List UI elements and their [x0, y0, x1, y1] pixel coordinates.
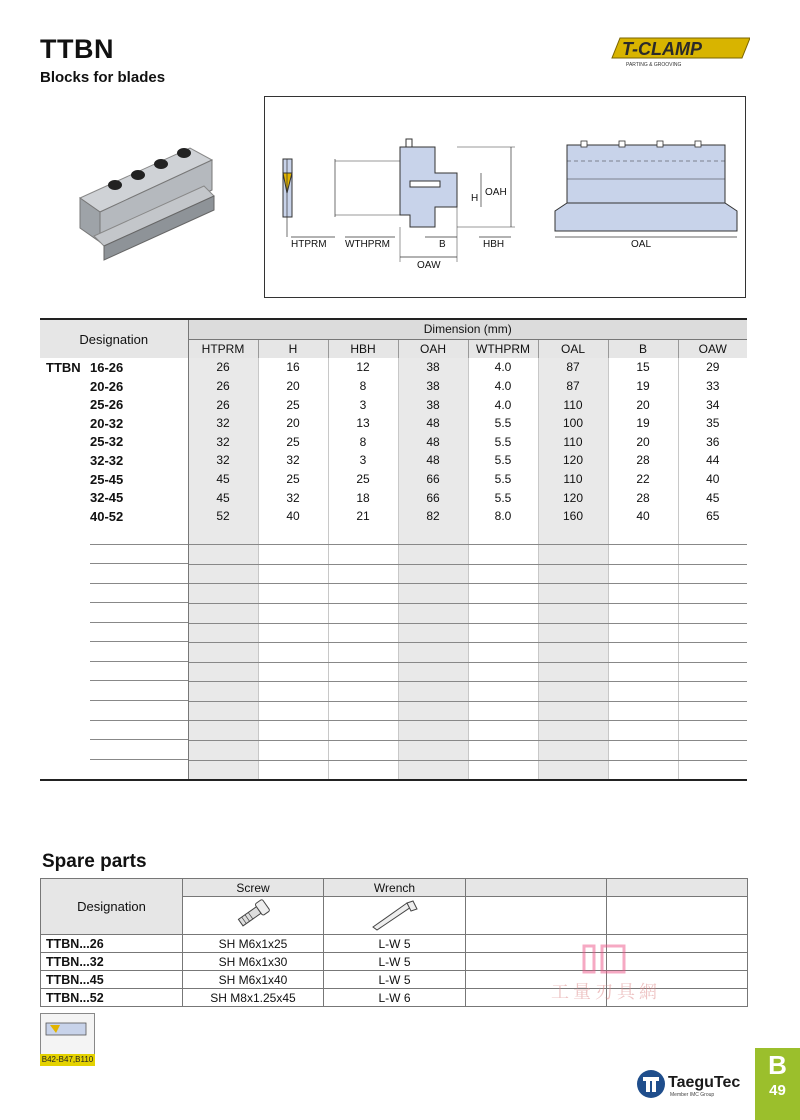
empty-cell: [328, 721, 398, 741]
empty-cell: [678, 721, 747, 741]
spare-wrench-cell: L-W 5: [324, 953, 466, 971]
designation-code: 25-26: [90, 397, 124, 413]
empty-cell: [398, 721, 468, 741]
empty-cell: [258, 526, 328, 545]
table-cell: 20: [608, 395, 678, 414]
empty-cell: [258, 545, 328, 565]
empty-cell: [328, 760, 398, 780]
column-header: H: [258, 339, 328, 358]
table-cell: 13: [328, 414, 398, 433]
table-cell: 5.5: [468, 451, 538, 470]
table-cell: 22: [608, 470, 678, 489]
table-cell: 66: [398, 488, 468, 507]
empty-cell: [608, 682, 678, 702]
empty-row: [40, 643, 747, 663]
empty-cell: [538, 526, 608, 545]
table-cell: 38: [398, 377, 468, 396]
table-cell: 20: [258, 377, 328, 396]
empty-cell: [468, 526, 538, 545]
empty-cell: [466, 897, 607, 935]
table-cell: 25: [258, 470, 328, 489]
empty-cell: [608, 526, 678, 545]
designation-code: 16-26: [90, 359, 124, 375]
empty-cell: [188, 545, 258, 565]
brand-subtitle: Member IMC Group: [670, 1092, 715, 1098]
empty-cell: [328, 564, 398, 584]
designation-code: 32-45: [90, 490, 124, 506]
empty-designation-cell: [40, 526, 188, 545]
column-header: HBH: [328, 339, 398, 358]
brand-name: TaeguTec: [668, 1074, 741, 1091]
empty-cell: [398, 643, 468, 663]
empty-cell: [188, 526, 258, 545]
table-cell: 3: [328, 395, 398, 414]
empty-cell: [678, 623, 747, 643]
empty-designation-cell: [40, 662, 188, 682]
empty-cell: [538, 682, 608, 702]
table-cell: 25: [258, 395, 328, 414]
table-cell: 110: [538, 470, 608, 489]
column-header: HTPRM: [188, 339, 258, 358]
table-row: [40, 377, 747, 396]
table-cell: 87: [538, 358, 608, 377]
label-h: H: [471, 193, 479, 204]
designation-cell: [40, 488, 188, 507]
empty-cell: [258, 701, 328, 721]
empty-cell: [398, 564, 468, 584]
spare-designation-cell: TTBN...26: [41, 935, 183, 953]
empty-cell: [258, 721, 328, 741]
dimension-group-header: Dimension (mm): [188, 319, 747, 339]
table-cell: 66: [398, 470, 468, 489]
empty-cell: [188, 760, 258, 780]
table-cell: 38: [398, 358, 468, 377]
spare-parts-title: Spare parts: [42, 851, 147, 872]
section-letter: B: [768, 1050, 787, 1080]
designation-header: Designation: [40, 319, 188, 358]
label-hbh: HBH: [483, 239, 505, 250]
empty-cell: [538, 564, 608, 584]
empty-row: [40, 741, 747, 761]
designation-cell: [40, 395, 188, 414]
empty-cell: [608, 623, 678, 643]
table-cell: 32: [258, 451, 328, 470]
label-wthprm: WTHPRM: [345, 239, 390, 250]
table-cell: 20: [258, 414, 328, 433]
spare-designation-cell: TTBN...32: [41, 953, 183, 971]
designation-code: 25-45: [90, 471, 124, 487]
empty-designation-cell: [40, 760, 188, 780]
empty-row: [40, 603, 747, 623]
label-oal: OAL: [631, 239, 652, 250]
table-cell: 45: [678, 488, 747, 507]
empty-cell: [538, 741, 608, 761]
empty-cell: [538, 623, 608, 643]
spare-designation-header: Designation: [41, 879, 183, 935]
empty-cell: [468, 662, 538, 682]
empty-cell: [678, 701, 747, 721]
designation-cell: [40, 358, 188, 377]
table-cell: 3: [328, 451, 398, 470]
empty-cell: [678, 526, 747, 545]
empty-cell: [678, 584, 747, 604]
empty-cell: [608, 760, 678, 780]
column-header: OAW: [678, 339, 747, 358]
empty-cell: [678, 741, 747, 761]
table-cell: 32: [188, 433, 258, 452]
table-cell: 110: [538, 433, 608, 452]
empty-cell: [468, 643, 538, 663]
empty-cell: [328, 584, 398, 604]
table-cell: 32: [258, 488, 328, 507]
table-cell: 36: [678, 433, 747, 452]
empty-cell: [398, 760, 468, 780]
table-row: [40, 414, 747, 433]
empty-cell: [678, 564, 747, 584]
dimension-table: [40, 318, 747, 781]
empty-cell: [678, 545, 747, 565]
empty-cell: [328, 603, 398, 623]
empty-cell: [188, 662, 258, 682]
empty-cell: [468, 701, 538, 721]
designation-code: 40-52: [90, 508, 124, 524]
empty-cell: [328, 545, 398, 565]
empty-cell: [188, 682, 258, 702]
table-cell: 4.0: [468, 358, 538, 377]
table-cell: 32: [188, 414, 258, 433]
table-cell: 48: [398, 414, 468, 433]
empty-cell: [258, 682, 328, 702]
table-cell: 82: [398, 507, 468, 526]
table-cell: 8.0: [468, 507, 538, 526]
table-cell: 20: [608, 433, 678, 452]
watermark-text: 工量刃具網: [551, 982, 661, 1002]
empty-cell: [188, 603, 258, 623]
empty-cell: [538, 721, 608, 741]
product-photo: [70, 138, 220, 268]
designation-cell: [40, 451, 188, 470]
table-cell: 19: [608, 377, 678, 396]
empty-row: [40, 623, 747, 643]
table-cell: 28: [608, 488, 678, 507]
designation-code: 25-32: [90, 434, 124, 450]
table-cell: 33: [678, 377, 747, 396]
empty-cell: [398, 741, 468, 761]
empty-cell: [538, 584, 608, 604]
column-header: OAH: [398, 339, 468, 358]
empty-cell: [538, 701, 608, 721]
table-cell: 25: [258, 433, 328, 452]
wrench-header: Wrench: [324, 879, 466, 897]
designation-cell: [40, 433, 188, 452]
table-cell: 8: [328, 377, 398, 396]
empty-cell: [328, 623, 398, 643]
table-cell: 160: [538, 507, 608, 526]
empty-cell: [608, 564, 678, 584]
empty-cell: [398, 701, 468, 721]
empty-row: [40, 682, 747, 702]
empty-cell: [258, 760, 328, 780]
section-tab: [755, 1048, 800, 1120]
empty-cell: [258, 741, 328, 761]
empty-cell: [468, 741, 538, 761]
spare-designation-cell: TTBN...45: [41, 971, 183, 989]
empty-row: [40, 760, 747, 780]
designation-cell: [40, 414, 188, 433]
page-title: TTBN: [40, 34, 114, 64]
column-header: B: [608, 339, 678, 358]
technical-drawing: [264, 96, 746, 298]
empty-cell: [258, 584, 328, 604]
table-cell: 15: [608, 358, 678, 377]
table-cell: 18: [328, 488, 398, 507]
empty-cell: [398, 623, 468, 643]
empty-row: [40, 721, 747, 741]
table-cell: 110: [538, 395, 608, 414]
table-row: [40, 507, 747, 526]
empty-cell: [678, 682, 747, 702]
table-cell: 26: [188, 395, 258, 414]
table-cell: 12: [328, 358, 398, 377]
empty-designation-cell: [40, 741, 188, 761]
table-row: [40, 358, 747, 377]
table-row: [40, 451, 747, 470]
table-cell: 28: [608, 451, 678, 470]
empty-designation-cell: [40, 603, 188, 623]
table-cell: 40: [678, 470, 747, 489]
empty-cell: [328, 682, 398, 702]
designation-code: 32-32: [90, 452, 124, 468]
empty-cell: [468, 584, 538, 604]
table-row: [40, 470, 747, 489]
table-row: [40, 395, 747, 414]
empty-cell: [608, 741, 678, 761]
empty-cell: [258, 564, 328, 584]
table-cell: 45: [188, 470, 258, 489]
empty-designation-cell: [40, 682, 188, 702]
table-cell: 52: [188, 507, 258, 526]
reference-pages: B42-B47,B110: [41, 1055, 94, 1064]
empty-row: [40, 662, 747, 682]
table-cell: 29: [678, 358, 747, 377]
table-cell: 5.5: [468, 414, 538, 433]
taegutec-brand: [636, 1066, 746, 1102]
table-cell: 87: [538, 377, 608, 396]
table-cell: 44: [678, 451, 747, 470]
taegutec-logo-icon: [636, 1069, 666, 1099]
empty-cell: [328, 741, 398, 761]
spare-screw-cell: SH M6x1x30: [183, 953, 324, 971]
label-b: B: [439, 239, 446, 250]
tclamp-logo: [608, 34, 750, 68]
table-cell: 16: [258, 358, 328, 377]
empty-cell: [468, 760, 538, 780]
logo-text: T-CLAMP: [622, 39, 702, 59]
table-cell: 26: [188, 358, 258, 377]
empty-cell: [188, 701, 258, 721]
empty-cell: [398, 545, 468, 565]
wrench-icon: [324, 897, 466, 935]
table-cell: 120: [538, 451, 608, 470]
designation-cell: [40, 507, 188, 526]
empty-cell: [188, 564, 258, 584]
empty-cell: [188, 643, 258, 663]
spare-wrench-cell: L-W 5: [324, 935, 466, 953]
empty-cell: [468, 682, 538, 702]
empty-row: [40, 564, 747, 584]
empty-cell: [398, 662, 468, 682]
label-htprm: HTPRM: [291, 239, 327, 250]
empty-cell: [328, 662, 398, 682]
empty-cell: [468, 623, 538, 643]
watermark: [536, 938, 676, 1018]
empty-designation-cell: [40, 721, 188, 741]
empty-cell: [678, 603, 747, 623]
table-cell: 26: [188, 377, 258, 396]
table-cell: 35: [678, 414, 747, 433]
empty-cell: [538, 603, 608, 623]
spare-wrench-cell: L-W 5: [324, 971, 466, 989]
label-oaw: OAW: [417, 260, 441, 271]
table-cell: 48: [398, 451, 468, 470]
table-cell: 45: [188, 488, 258, 507]
designation-code: 20-32: [90, 415, 124, 431]
empty-cell: [468, 545, 538, 565]
page-subtitle: Blocks for blades: [40, 69, 166, 86]
empty-cell: [608, 603, 678, 623]
empty-cell: [398, 526, 468, 545]
empty-cell: [258, 643, 328, 663]
empty-cell: [607, 897, 748, 935]
empty-header: [607, 879, 748, 897]
empty-cell: [328, 526, 398, 545]
table-cell: 120: [538, 488, 608, 507]
empty-cell: [188, 721, 258, 741]
designation-cell: [40, 470, 188, 489]
empty-cell: [538, 662, 608, 682]
empty-cell: [468, 721, 538, 741]
empty-designation-cell: [40, 623, 188, 643]
empty-row: [40, 701, 747, 721]
table-row: [40, 488, 747, 507]
empty-designation-cell: [40, 643, 188, 663]
empty-cell: [398, 584, 468, 604]
empty-row: [40, 526, 747, 545]
empty-cell: [678, 760, 747, 780]
empty-row: [40, 584, 747, 604]
empty-cell: [678, 662, 747, 682]
empty-cell: [538, 760, 608, 780]
empty-cell: [188, 584, 258, 604]
spare-screw-cell: SH M6x1x25: [183, 935, 324, 953]
empty-cell: [258, 603, 328, 623]
table-cell: 65: [678, 507, 747, 526]
empty-cell: [468, 603, 538, 623]
empty-designation-cell: [40, 701, 188, 721]
designation-cell: [40, 377, 188, 396]
empty-cell: [608, 545, 678, 565]
table-cell: 5.5: [468, 488, 538, 507]
empty-cell: [188, 623, 258, 643]
empty-designation-cell: [40, 564, 188, 584]
empty-cell: [608, 643, 678, 663]
empty-cell: [608, 721, 678, 741]
table-cell: 100: [538, 414, 608, 433]
logo-subtext: PARTING & GROOVING: [626, 62, 682, 68]
empty-cell: [188, 741, 258, 761]
table-cell: 4.0: [468, 377, 538, 396]
empty-cell: [678, 643, 747, 663]
table-cell: 8: [328, 433, 398, 452]
designation-code: 20-26: [90, 378, 124, 394]
column-header: WTHPRM: [468, 339, 538, 358]
spare-designation-cell: TTBN...52: [41, 989, 183, 1007]
empty-cell: [398, 682, 468, 702]
empty-cell: [468, 564, 538, 584]
table-cell: 4.0: [468, 395, 538, 414]
table-cell: 48: [398, 433, 468, 452]
spare-screw-cell: SH M8x1.25x45: [183, 989, 324, 1007]
empty-cell: [608, 701, 678, 721]
page-number: 49: [769, 1082, 786, 1099]
table-cell: 38: [398, 395, 468, 414]
screw-icon: [183, 897, 324, 935]
table-cell: 5.5: [468, 433, 538, 452]
table-row: [40, 433, 747, 452]
table-cell: 40: [258, 507, 328, 526]
label-oah: OAH: [485, 187, 507, 198]
empty-cell: [258, 623, 328, 643]
empty-cell: [538, 545, 608, 565]
empty-cell: [538, 643, 608, 663]
table-cell: 21: [328, 507, 398, 526]
empty-cell: [398, 603, 468, 623]
empty-cell: [328, 643, 398, 663]
table-cell: 32: [188, 451, 258, 470]
spare-wrench-cell: L-W 6: [324, 989, 466, 1007]
empty-cell: [608, 584, 678, 604]
empty-designation-cell: [40, 584, 188, 604]
table-cell: 34: [678, 395, 747, 414]
table-cell: 40: [608, 507, 678, 526]
empty-designation-cell: [40, 545, 188, 565]
table-cell: 19: [608, 414, 678, 433]
table-cell: 5.5: [468, 470, 538, 489]
empty-cell: [328, 701, 398, 721]
empty-row: [40, 545, 747, 565]
empty-cell: [608, 662, 678, 682]
designation-prefix: TTBN: [46, 359, 81, 375]
spare-screw-cell: SH M6x1x40: [183, 971, 324, 989]
column-header: OAL: [538, 339, 608, 358]
empty-header: [466, 879, 607, 897]
empty-cell: [258, 662, 328, 682]
screw-header: Screw: [183, 879, 324, 897]
table-cell: 25: [328, 470, 398, 489]
